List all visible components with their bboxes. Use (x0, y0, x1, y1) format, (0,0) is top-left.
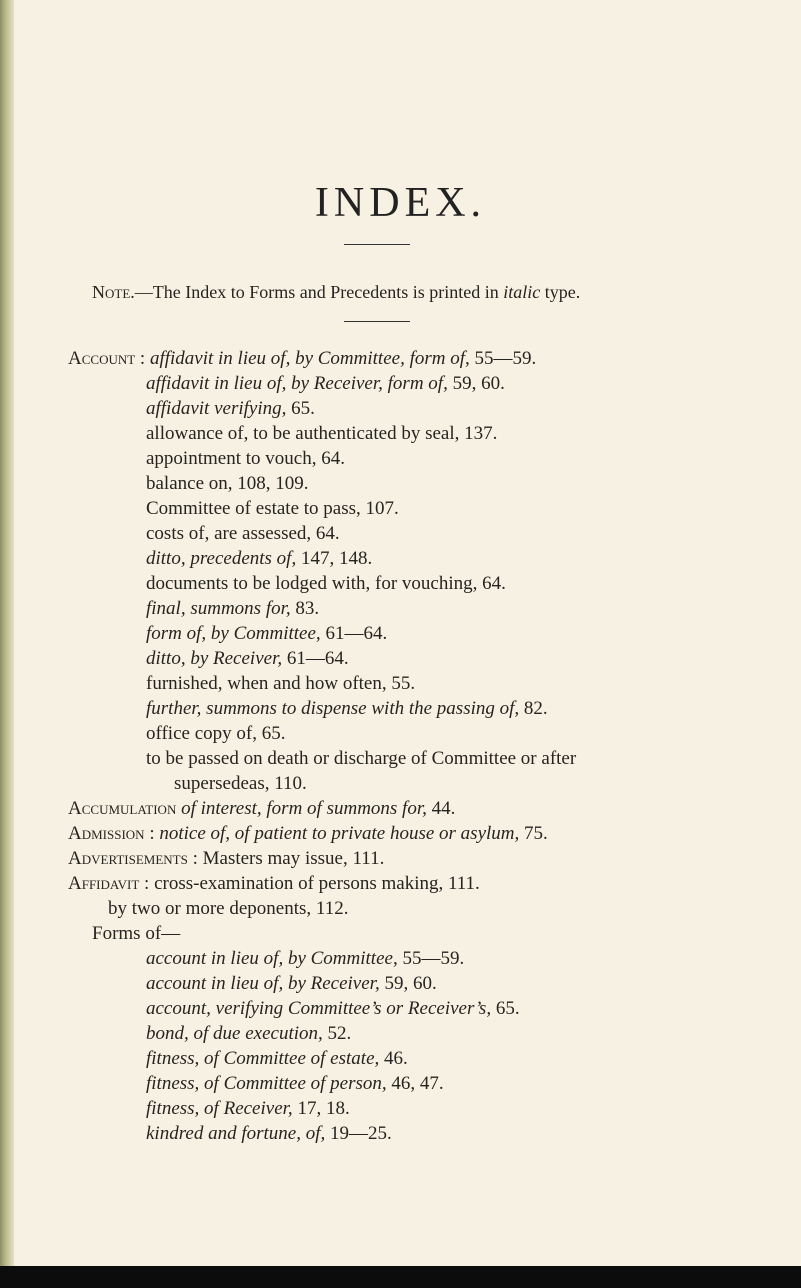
page-title: INDEX. (314, 180, 487, 226)
note-label: Note. (92, 282, 135, 302)
note-italic-word: italic (503, 282, 541, 302)
note-text: —The Index to Forms and Precedents is printed in (134, 282, 504, 302)
index-subheading: Forms of— (92, 923, 181, 944)
index-form-entry: fitness, of Committee of estate, 46. (146, 1048, 408, 1069)
index-subentry: final, summons for, 83. (146, 598, 320, 619)
index-entry-heading: Affidavit : cross-examination of persons making, 111. (68, 873, 480, 894)
index-subentry: to be passed on death or discharge of Committee or after (146, 748, 577, 769)
note-divider-rule (344, 321, 410, 322)
index-entry-heading: Accumulation of interest, form of summons for, 44. (68, 798, 456, 819)
index-subentry: furnished, when and how often, 55. (146, 673, 416, 694)
index-subentry-continuation: supersedeas, 110. (174, 773, 307, 794)
index-entry-heading: Admission : notice of, of patient to private house or asylum, 75. (68, 823, 548, 844)
note-text-end: type. (540, 282, 581, 302)
index-note (92, 281, 792, 303)
index-subentry: by two or more deponents, 112. (108, 898, 349, 919)
index-subentry: allowance of, to be authenticated by seal, 137. (146, 423, 498, 444)
index-subentry: form of, by Committee, 61—64. (146, 623, 388, 644)
index-form-entry: account in lieu of, by Receiver, 59, 60. (146, 973, 437, 994)
index-subentry: costs of, are assessed, 64. (146, 523, 340, 544)
index-form-entry: fitness, of Committee of person, 46, 47. (146, 1073, 444, 1094)
index-entry-heading: Advertisements : Masters may issue, 111. (68, 848, 385, 869)
index-subentry: ditto, by Receiver, 61—64. (146, 648, 349, 669)
page-bottom-edge (0, 1266, 801, 1288)
index-form-entry: fitness, of Receiver, 17, 18. (146, 1098, 350, 1119)
index-entry-heading: Account : affidavit in lieu of, by Committee, form of, 55—59. (68, 348, 537, 369)
index-subentry: affidavit verifying, 65. (146, 398, 315, 419)
index-form-entry: bond, of due execution, 52. (146, 1023, 352, 1044)
title-divider-rule (344, 244, 410, 245)
index-subentry: appointment to vouch, 64. (146, 448, 345, 469)
index-form-entry: kindred and fortune, of, 19—25. (146, 1123, 392, 1144)
index-form-entry: account, verifying Committee’s or Receiver’s, 65. (146, 998, 520, 1019)
index-subentry: documents to be lodged with, for vouching, 64. (146, 573, 506, 594)
index-subentry: affidavit in lieu of, by Receiver, form of, 59, 60. (146, 373, 505, 394)
index-subentry: ditto, precedents of, 147, 148. (146, 548, 373, 569)
index-form-entry: account in lieu of, by Committee, 55—59. (146, 948, 465, 969)
index-subentry: further, summons to dispense with the passing of, 82. (146, 698, 548, 719)
index-subentry: balance on, 108, 109. (146, 473, 309, 494)
index-subentry: office copy of, 65. (146, 723, 286, 744)
index-subentry: Committee of estate to pass, 107. (146, 498, 399, 519)
